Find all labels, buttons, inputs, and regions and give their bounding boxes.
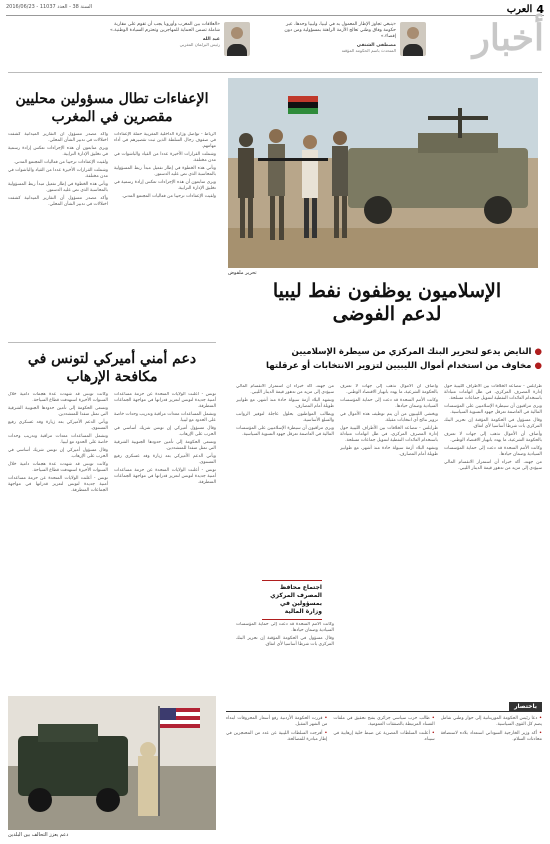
quote-name: عبد الله [202, 37, 220, 42]
paragraph: ولقيت الإعفاءات ترحيبا من فعاليات المجتمع المدني. [13, 160, 108, 165]
paragraph: من جهته، أكد خبراء أن استمرار الانقسام المالي سيؤدي إلى مزيد من تدهور قيمة الدينار الليبي. [444, 460, 542, 471]
quote-box-2 [102, 22, 250, 60]
subhead [232, 360, 542, 372]
paragraph: وأضاف أن الأموال تذهب إلى جهات لا تعترف بالحكومة الشرعية، ما يهدد بانهيار الاقتصاد الوطني. [340, 384, 438, 395]
divider [8, 72, 542, 73]
photo-caption: تحرير ملفوض [228, 270, 257, 276]
article-column [114, 392, 216, 690]
bullet-icon: ● [534, 347, 542, 357]
briefs-title: باختصار [509, 702, 542, 712]
headline-line: الإسلاميون يوظفون نفط ليبيا [272, 280, 502, 302]
article-column [8, 132, 108, 336]
paragraph: وقال مسؤول في الحكومة المؤقتة إن تحرير البنك المركزي بات شرطا أساسيا لأي اتفاق. [236, 636, 334, 647]
paragraph: وتأتي هذه الخطوة في إطار تفعيل مبدأ ربط المسؤولية بالمحاسبة الذي نص عليه الدستور. [8, 182, 108, 193]
paragraph: الرباط - تواصل وزارة الداخلية المغربية حملة الإعفاءات في صفوف رجال السلطة الذين ثبت تقصيرهم في أداء مهامهم. [114, 132, 216, 149]
brief-item: • طالب حزب سياسي جزائري بفتح تحقيق في ملفات الفساد المرتبطة بالصفقات العمومية. [333, 716, 434, 728]
paragraph: وأضاف أن الأموال تذهب إلى جهات لا تعترف بالحكومة الشرعية، ما يهدد بانهيار الاقتصاد الوطني. [444, 432, 542, 443]
divider [6, 15, 544, 16]
paragraph: وقال مسؤول في الحكومة المؤقتة إن تحرير البنك المركزي بات شرطا أساسيا لأي اتفاق. [444, 418, 542, 429]
main-headline [232, 280, 542, 326]
article-column [8, 392, 108, 690]
paragraph: ويطالب المواطنون بحلول عاجلة لتوفير الرواتب والسلع الأساسية. [236, 412, 334, 423]
story-headline: دعم أمني أميركي لتونس في مكافحة الإرهاب [27, 351, 197, 385]
headline-line: لدعم الفوضى [332, 303, 442, 325]
photo-caption: دعم يعزز التحالف بين البلدين [8, 832, 69, 838]
masthead [0, 0, 550, 66]
quote-role: المتحدث باسم الحكومة المؤقتة [341, 48, 396, 53]
briefs-grid [226, 716, 542, 832]
subhead-text: النايض يدعو لتحرير البنك المركزي من سيطرة الإسلاميين [291, 347, 532, 357]
article-column [236, 384, 334, 574]
paragraph: من جهته، أكد خبراء أن استمرار الانقسام المالي سيؤدي إلى مزيد من تدهور قيمة الدينار الليبي. [236, 384, 334, 395]
paragraph: تونس - أعلنت الولايات المتحدة عن حزمة مساعدات أمنية جديدة لتونس لتعزيز قدراتها في مواجهة الجماعات المتطرفة. [114, 392, 216, 409]
paragraph: وكانت تونس قد شهدت عدة هجمات دامية خلال السنوات الأخيرة استهدفت قطاع السياحة. [8, 462, 108, 473]
brief-item: • أكد وزير الخارجية السوداني استعداد بلاده لاستضافة محادثات السلام. [441, 731, 542, 743]
paragraph: ويرى متابعون أن هذه الإجراءات تعكس إرادة رسمية في تخليق الإدارة الترابية. [114, 180, 216, 191]
militia-photo-illustration [228, 78, 538, 268]
brief-item: • قررت الحكومة الأردنية رفع أسعار المحروقات ابتداء من الشهر المقبل. [226, 716, 327, 728]
quote-name: مصطفى الشنقي [356, 43, 396, 48]
brief-item: • أعلنت السلطات المصرية عن ضبط خلية إرهابية في سيناء. [333, 731, 434, 743]
quote-role: رئيس البرلمان المغربي [179, 42, 220, 47]
paragraph: وتشمل المساعدات معدات مراقبة وتدريب وحدات خاصة على الحدود مع ليبيا. [8, 434, 108, 445]
article-column [340, 384, 438, 694]
page-tag [507, 4, 544, 14]
paragraph: وقال مسؤول أميركي إن تونس شريك أساسي في الحرب على الإرهاب. [8, 448, 108, 459]
issue-line: السنة 38 - العدد 11037 - 2016/06/23 [6, 4, 92, 10]
story-headline: الإعفاءات تطال مسؤولين محليين مقصرين في المغرب [15, 91, 209, 125]
story-photo [8, 696, 216, 830]
main-photo [228, 78, 538, 268]
paragraph: ويأتي الدعم الأميركي بعد زيارة وفد عسكري رفيع المستوى. [8, 420, 108, 431]
paragraph: طرابلس - تتصاعد الخلافات بين الأطراف الليبية حول إدارة المصرف المركزي، في ظل اتهامات متبادلة باستخدام العائدات النفطية لتمويل جماعات مسلحة. [340, 426, 438, 443]
subheads [232, 346, 542, 374]
section-title: أخبار [472, 17, 544, 59]
brief-item: • أفرجت السلطات الليبية عن عدد من المحتجزين في إطار مبادرة للمصالحة. [226, 731, 327, 743]
pull-quote: اجتماع محافظ المصرف المركزي بمسؤولين في وزارة المالية [262, 580, 322, 620]
paragraph: ويخشى الليبيون من أن يتم توظيف هذه الأموال في تزوير نتائج أي انتخابات مقبلة. [340, 412, 438, 423]
paragraph: وشملت القرارات الأخيرة عددا من القياد والباشوات في مدن مختلفة. [8, 168, 108, 179]
briefs-column [333, 716, 434, 832]
paragraph: وقال مسؤول أميركي إن تونس شريك أساسي في الحرب على الإرهاب. [114, 426, 216, 437]
brief-item: • دعا رئيس الحكومة الموريتانية إلى حوار وطني شامل يضم كل القوى السياسية. [441, 716, 542, 728]
paragraph: وكانت الأمم المتحدة قد دعت إلى حماية المؤسسات السيادية وضمان حيادها. [340, 398, 438, 409]
paragraph: وتشهد البلاد أزمة سيولة حادة منذ أشهر، مع طوابير طويلة أمام المصارف. [340, 446, 438, 457]
paragraph: طرابلس - تتصاعد الخلافات بين الأطراف الليبية حول إدارة المصرف المركزي، في ظل اتهامات متبادلة باستخدام العائدات النفطية لتمويل جماعات مسلحة. [444, 384, 542, 401]
paragraph: تونس - أعلنت الولايات المتحدة عن حزمة مساعدات أمنية جديدة لتونس لتعزيز قدراتها في مواجهة الجماعات المتطرفة. [114, 468, 216, 485]
divider [8, 342, 216, 343]
quote-text: «ينبغي تجاوز الإطار المعمول به في ليبيا، وليبيا وحدها، عبر حكومة وفاق وطني تعالج الأزمة الراهنة بمسؤولية ومن دون إقصاء.» [284, 22, 396, 39]
quote-box-1 [278, 22, 426, 60]
paragraph: وتسعى الحكومة إلى تأمين حدودها الجنوبية الشرقية التي تمثل منفذا للمتشددين. [8, 406, 108, 417]
paragraph: وكانت الأمم المتحدة قد دعت إلى حماية المؤسسات السيادية وضمان حيادها. [236, 622, 334, 633]
subhead-text: مخاوف من استخدام أموال الليبيين لتزوير الانتخابات أو عرقلتها [266, 361, 532, 371]
paragraph: وتأتي هذه الخطوة في إطار تفعيل مبدأ ربط المسؤولية بالمحاسبة الذي نص عليه الدستور. [114, 166, 216, 177]
paragraph: ولقيت الإعفاءات ترحيبا من فعاليات المجتمع المدني. [121, 194, 216, 199]
avatar [400, 22, 426, 56]
bullet-icon: ● [534, 361, 542, 371]
paragraph: وتشمل المساعدات معدات مراقبة وتدريب وحدات خاصة على الحدود مع ليبيا. [114, 412, 216, 423]
quote-text: «العلاقات بين المغرب وأوروبا يجب أن تقوم على مقاربة شاملة تضمن الحماية للمهاجرين وتحترم السيادة الوطنية.» [109, 22, 220, 33]
paragraph: ويرى مراقبون أن سيطرة الإسلاميين على المؤسسات المالية في العاصمة تعرقل جهود التسوية السياسية. [444, 404, 542, 415]
paragraph: تونس - أعلنت الولايات المتحدة عن حزمة مساعدات أمنية جديدة لتونس لتعزيز قدراتها في مواجهة الجماعات المتطرفة. [8, 476, 108, 493]
paragraph: وأكد مصدر مسؤول أن التقارير الميدانية كشفت اختلالات في تدبير الشأن المحلي. [8, 196, 108, 207]
avatar [224, 22, 250, 56]
briefs-column [226, 716, 327, 832]
paragraph: ويأتي الدعم الأميركي بعد زيارة وفد عسكري رفيع المستوى. [114, 454, 216, 465]
briefs-header [226, 702, 542, 712]
briefs-column [441, 716, 542, 832]
paragraph: ويرى مراقبون أن سيطرة الإسلاميين على المؤسسات المالية في العاصمة تعرقل جهود التسوية السياسية. [236, 426, 334, 437]
article-column [114, 132, 216, 336]
military-photo-illustration [8, 696, 216, 830]
subhead [232, 346, 542, 358]
brand-logo: العرب [506, 3, 533, 15]
paragraph: وكانت تونس قد شهدت عدة هجمات دامية خلال السنوات الأخيرة استهدفت قطاع السياحة. [8, 392, 108, 403]
paragraph: ويرى متابعون أن هذه الإجراءات تعكس إرادة رسمية في تخليق الإدارة الترابية. [8, 146, 108, 157]
page-number: 4 [536, 2, 544, 16]
article-column [444, 384, 542, 694]
paragraph: وكانت الأمم المتحدة قد دعت إلى حماية المؤسسات السيادية وضمان حيادها. [444, 446, 542, 457]
paragraph: وتسعى الحكومة إلى تأمين حدودها الجنوبية الشرقية التي تمثل منفذا للمتشددين. [114, 440, 216, 451]
article-column [236, 622, 334, 694]
paragraph: وأكد مصدر مسؤول أن التقارير الميدانية كشفت اختلالات في تدبير الشأن المحلي. [8, 132, 108, 143]
paragraph: وشملت القرارات الأخيرة عددا من القياد والباشوات في مدن مختلفة. [114, 152, 216, 163]
paragraph: وتشهد البلاد أزمة سيولة حادة منذ أشهر، مع طوابير طويلة أمام المصارف. [236, 398, 334, 409]
